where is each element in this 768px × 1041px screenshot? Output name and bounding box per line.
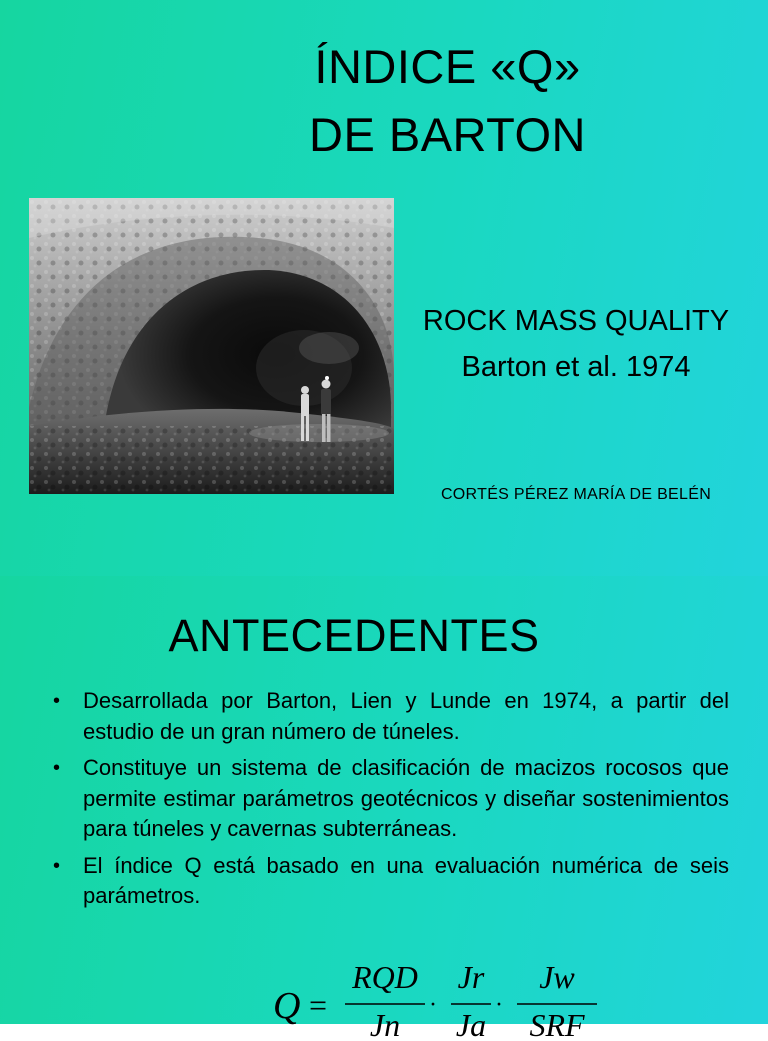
subtitle-citation: Barton et al. 1974: [461, 351, 691, 383]
bullet-marker: •: [53, 690, 61, 712]
bullet-list: [53, 686, 729, 918]
formula-dot: ·: [495, 992, 503, 1018]
subtitle-rock-mass-quality: ROCK MASS QUALITY: [422, 305, 730, 337]
slide-title-line-1: ÍNDICE «Q»: [314, 40, 581, 93]
slide-title-line-2: DE BARTON: [309, 108, 586, 161]
author-name: CORTÉS PÉREZ MARÍA DE BELÉN: [440, 486, 712, 503]
formula-equals: =: [309, 987, 328, 1023]
formula-numerator-jw: Jw: [539, 959, 575, 995]
formula-lhs: Q: [273, 985, 301, 1027]
bullet-text: Desarrollada por Barton, Lien y Lunde en 1974, a partir del estudio de un gran número de túneles.: [83, 688, 729, 744]
bullet-item: [53, 851, 729, 912]
slide-heading: ANTECEDENTES: [168, 610, 540, 661]
q-index-formula: [265, 956, 605, 1041]
bullet-item: [53, 753, 729, 845]
formula-denominator-srf: SRF: [529, 1007, 585, 1041]
formula-numerator-jr: Jr: [457, 959, 485, 995]
content-slide: [0, 576, 768, 1041]
formula-dot: ·: [429, 992, 437, 1018]
bullet-marker: •: [53, 757, 61, 779]
bullet-text: Constituye un sistema de clasificación de macizos rocosos que permite estimar parámetros geotécnicos y diseñar sostenimientos para túneles y cavernas subterráneas.: [83, 755, 729, 841]
bullet-marker: •: [53, 854, 61, 877]
tunnel-photo: [29, 198, 394, 494]
bullet-text: El índice Q está basado en una evaluación numérica de seis parámetros.: [83, 852, 729, 908]
formula-denominator-jn: Jn: [369, 1007, 401, 1041]
formula-denominator-ja: Ja: [455, 1007, 487, 1041]
bullet-item: [53, 686, 729, 747]
formula-numerator-rqd: RQD: [352, 959, 418, 995]
